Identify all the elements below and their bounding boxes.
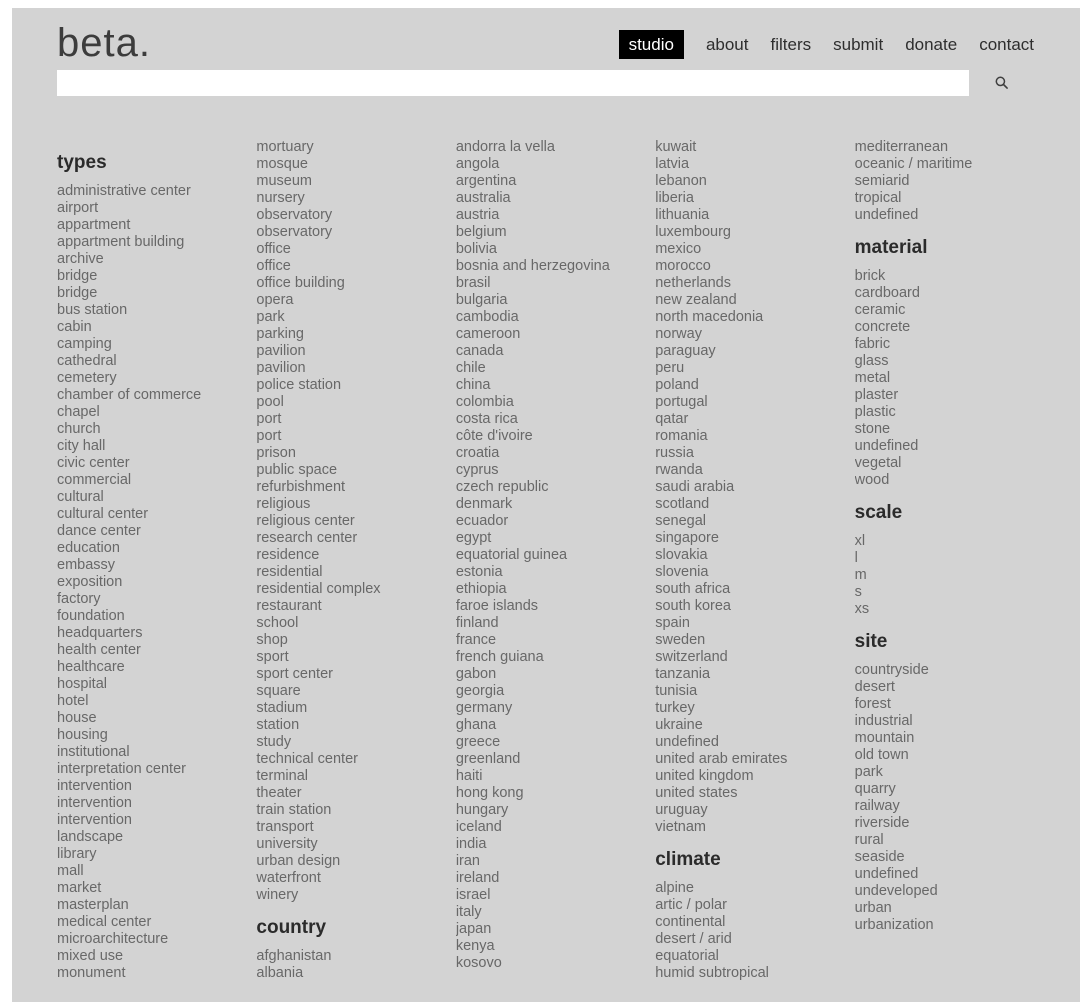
filter-item[interactable]: nursery xyxy=(256,190,305,206)
filter-item[interactable]: plaster xyxy=(854,387,899,403)
filter-item[interactable]: opera xyxy=(256,292,294,308)
filter-item[interactable]: cameroon xyxy=(455,326,521,342)
filter-item[interactable]: intervention xyxy=(57,778,132,794)
filter-item[interactable]: georgia xyxy=(455,683,505,699)
filter-columns xyxy=(12,96,1080,982)
filter-item[interactable]: cambodia xyxy=(455,309,519,325)
page-background xyxy=(12,8,1080,1002)
filter-item[interactable]: canada xyxy=(455,343,504,359)
filter-item[interactable]: embassy xyxy=(57,557,116,573)
filter-item[interactable]: liberia xyxy=(655,190,694,206)
filter-item[interactable]: faroe islands xyxy=(455,598,539,614)
filter-item[interactable]: czech republic xyxy=(455,479,549,495)
filter-item[interactable]: desert / arid xyxy=(655,931,732,947)
filter-item[interactable]: oceanic / maritime xyxy=(854,156,973,172)
search-bar xyxy=(57,70,1035,96)
filter-item[interactable]: countryside xyxy=(854,662,929,678)
filter-item[interactable]: scotland xyxy=(655,496,710,512)
filter-item[interactable]: refurbishment xyxy=(256,479,346,495)
site-logo[interactable]: beta. xyxy=(57,21,151,65)
filter-item[interactable]: semiarid xyxy=(854,173,910,189)
filter-item[interactable]: fabric xyxy=(854,336,891,352)
filter-item[interactable]: restaurant xyxy=(256,598,322,614)
filter-item[interactable]: urban design xyxy=(256,853,341,869)
filter-item[interactable]: qatar xyxy=(655,411,689,427)
filter-item[interactable]: urban xyxy=(854,900,892,916)
filter-item[interactable]: colombia xyxy=(455,394,514,410)
filter-item[interactable]: chamber of commerce xyxy=(57,387,202,403)
filter-item[interactable]: undefined xyxy=(854,207,919,223)
filter-item[interactable]: factory xyxy=(57,591,101,607)
section-heading-climate: climate xyxy=(655,849,721,870)
filter-item[interactable]: prison xyxy=(256,445,296,461)
nav-item-submit[interactable]: submit xyxy=(833,35,884,54)
filter-item[interactable]: xl xyxy=(854,533,866,549)
filter-item[interactable]: masterplan xyxy=(57,897,129,913)
section-heading-types: types xyxy=(57,152,107,173)
filter-item[interactable]: equatorial xyxy=(655,948,719,964)
filter-item[interactable]: belgium xyxy=(455,224,507,240)
filter-item[interactable]: civic center xyxy=(57,455,130,471)
filter-item[interactable]: cyprus xyxy=(455,462,499,478)
filter-item[interactable]: industrial xyxy=(854,713,913,729)
main-nav xyxy=(619,30,1034,59)
filter-item[interactable]: winery xyxy=(256,887,299,903)
filter-item[interactable]: ireland xyxy=(455,870,500,886)
filter-column-1 xyxy=(57,139,242,982)
filter-item[interactable]: rwanda xyxy=(655,462,703,478)
filter-column-5 xyxy=(855,139,1040,982)
filter-item[interactable]: mall xyxy=(57,863,84,879)
filter-item[interactable]: religious xyxy=(256,496,311,512)
filter-item[interactable]: croatia xyxy=(455,445,500,461)
filter-item[interactable]: public space xyxy=(256,462,338,478)
filter-item[interactable]: forest xyxy=(854,696,891,712)
filter-item[interactable]: technical center xyxy=(256,751,358,767)
filter-item[interactable]: switzerland xyxy=(655,649,728,665)
nav-item-studio[interactable]: studio xyxy=(619,30,684,59)
filter-item[interactable]: concrete xyxy=(854,319,911,335)
section-heading-scale: scale xyxy=(854,502,903,523)
filter-item[interactable]: mediterranean xyxy=(854,139,949,155)
filter-item[interactable]: equatorial guinea xyxy=(455,547,568,563)
filter-item[interactable]: m xyxy=(854,567,867,583)
filter-item[interactable]: mountain xyxy=(854,730,915,746)
filter-item[interactable]: tropical xyxy=(854,190,902,206)
filter-item[interactable]: chapel xyxy=(57,404,100,420)
filter-item[interactable]: xs xyxy=(854,601,870,617)
filter-item[interactable]: office building xyxy=(256,275,345,291)
filter-item[interactable]: sport xyxy=(256,649,289,665)
filter-item[interactable]: tunisia xyxy=(655,683,698,699)
filter-item[interactable]: residence xyxy=(256,547,320,563)
nav-item-contact[interactable]: contact xyxy=(979,35,1034,54)
filter-item[interactable]: haiti xyxy=(455,768,483,784)
filter-item[interactable]: office xyxy=(256,241,291,257)
filter-item[interactable]: healthcare xyxy=(57,659,125,675)
filter-item[interactable]: kuwait xyxy=(655,139,697,155)
filter-item[interactable]: netherlands xyxy=(655,275,731,291)
filter-item[interactable]: pavilion xyxy=(256,360,306,376)
filter-item[interactable]: ceramic xyxy=(854,302,906,318)
filter-item[interactable]: library xyxy=(57,846,97,862)
filter-item[interactable]: square xyxy=(256,683,301,699)
filter-item[interactable]: observatory xyxy=(256,207,333,223)
nav-item-about[interactable]: about xyxy=(705,35,749,54)
filter-item[interactable]: university xyxy=(256,836,318,852)
filter-item[interactable]: bridge xyxy=(57,268,98,284)
filter-item[interactable]: vegetal xyxy=(854,455,902,471)
filter-item[interactable]: commercial xyxy=(57,472,132,488)
filter-item[interactable]: ecuador xyxy=(455,513,509,529)
filter-item[interactable]: parking xyxy=(256,326,304,342)
filter-item[interactable]: japan xyxy=(455,921,492,937)
filter-item[interactable]: artic / polar xyxy=(655,897,727,913)
filter-item[interactable]: brasil xyxy=(455,275,491,291)
filter-item[interactable]: israel xyxy=(455,887,491,903)
filter-item[interactable]: market xyxy=(57,880,102,896)
filter-item[interactable]: north macedonia xyxy=(655,309,764,325)
filter-item[interactable]: uruguay xyxy=(655,802,708,818)
filter-item[interactable]: argentina xyxy=(455,173,517,189)
filter-item[interactable]: turkey xyxy=(655,700,695,716)
filter-item[interactable]: sport center xyxy=(256,666,333,682)
filter-item[interactable]: park xyxy=(256,309,285,325)
filter-item[interactable]: research center xyxy=(256,530,358,546)
filter-item[interactable]: slovenia xyxy=(655,564,709,580)
filter-item[interactable]: pool xyxy=(256,394,284,410)
filter-item[interactable]: paraguay xyxy=(655,343,716,359)
filter-item[interactable]: undeveloped xyxy=(854,883,938,899)
filter-item[interactable]: denmark xyxy=(455,496,513,512)
filter-item[interactable]: portugal xyxy=(655,394,708,410)
filter-item[interactable]: transport xyxy=(256,819,314,835)
filter-item[interactable]: poland xyxy=(655,377,699,393)
filter-item[interactable]: luxembourg xyxy=(655,224,731,240)
filter-item[interactable]: vietnam xyxy=(655,819,706,835)
filter-item[interactable]: estonia xyxy=(455,564,503,580)
filter-item[interactable]: archive xyxy=(57,251,104,267)
filter-item[interactable]: tanzania xyxy=(655,666,711,682)
filter-item[interactable]: norway xyxy=(655,326,702,342)
filter-item[interactable]: chile xyxy=(455,360,486,376)
filter-item[interactable]: train station xyxy=(256,802,332,818)
filter-item[interactable]: french guiana xyxy=(455,649,544,665)
filter-item[interactable]: lithuania xyxy=(655,207,710,223)
filter-item[interactable]: mortuary xyxy=(256,139,314,155)
filter-item[interactable]: old town xyxy=(854,747,909,763)
filter-item[interactable]: monument xyxy=(57,965,126,981)
filter-item[interactable]: india xyxy=(455,836,487,852)
filter-item[interactable]: station xyxy=(256,717,300,733)
filter-item[interactable]: ukraine xyxy=(655,717,703,733)
filter-item[interactable]: iceland xyxy=(455,819,502,835)
filter-item[interactable]: spain xyxy=(655,615,690,631)
filter-item[interactable]: egypt xyxy=(455,530,492,546)
filter-item[interactable]: ghana xyxy=(455,717,497,733)
filter-item[interactable]: church xyxy=(57,421,101,437)
filter-item[interactable]: microarchitecture xyxy=(57,931,169,947)
filter-item[interactable]: bulgaria xyxy=(455,292,508,308)
filter-item[interactable]: education xyxy=(57,540,120,556)
filter-item[interactable]: port xyxy=(256,428,282,444)
filter-item[interactable]: undefined xyxy=(854,866,919,882)
filter-item[interactable]: ethiopia xyxy=(455,581,507,597)
filter-item[interactable]: bridge xyxy=(57,285,98,301)
filter-item[interactable]: housing xyxy=(57,727,108,743)
filter-item[interactable]: finland xyxy=(455,615,499,631)
filter-item[interactable]: hotel xyxy=(57,693,89,709)
filter-item[interactable]: school xyxy=(256,615,299,631)
filter-item[interactable]: observatory xyxy=(256,224,333,240)
filter-item[interactable]: dance center xyxy=(57,523,141,539)
filter-item[interactable]: seaside xyxy=(854,849,905,865)
site-header xyxy=(12,8,1080,96)
filter-item[interactable]: theater xyxy=(256,785,302,801)
filter-item[interactable]: greenland xyxy=(455,751,521,767)
filter-item[interactable]: intervention xyxy=(57,795,132,811)
filter-item[interactable]: pavilion xyxy=(256,343,306,359)
search-button[interactable] xyxy=(969,75,1035,91)
filter-item[interactable]: kenya xyxy=(455,938,495,954)
filter-item[interactable]: bus station xyxy=(57,302,128,318)
filter-item[interactable]: appartment xyxy=(57,217,131,233)
filter-item[interactable]: united arab emirates xyxy=(655,751,788,767)
section-heading-country: country xyxy=(256,917,327,938)
filter-item[interactable]: glass xyxy=(854,353,889,369)
filter-item[interactable]: iran xyxy=(455,853,480,869)
filter-item[interactable]: russia xyxy=(655,445,694,461)
filter-item[interactable]: new zealand xyxy=(655,292,737,308)
filter-item[interactable]: morocco xyxy=(655,258,711,274)
filter-item[interactable]: cabin xyxy=(57,319,92,335)
filter-item[interactable]: exposition xyxy=(57,574,123,590)
filter-item[interactable]: germany xyxy=(455,700,513,716)
filter-item[interactable]: bolivia xyxy=(455,241,497,257)
filter-item[interactable]: saudi arabia xyxy=(655,479,735,495)
filter-item[interactable]: sweden xyxy=(655,632,706,648)
filter-item[interactable]: cultural xyxy=(57,489,104,505)
filter-item[interactable]: cemetery xyxy=(57,370,117,386)
filter-item[interactable]: house xyxy=(57,710,97,726)
filter-item[interactable]: australia xyxy=(455,190,511,206)
filter-item[interactable]: greece xyxy=(455,734,501,750)
filter-item[interactable]: desert xyxy=(854,679,895,695)
filter-item[interactable]: austria xyxy=(455,207,500,223)
section-heading-site: site xyxy=(854,631,888,652)
filter-item[interactable]: waterfront xyxy=(256,870,321,886)
filter-item[interactable]: angola xyxy=(455,156,500,172)
filter-item[interactable]: institutional xyxy=(57,744,130,760)
filter-column-4 xyxy=(655,139,840,982)
filter-item[interactable]: shop xyxy=(256,632,288,648)
filter-item[interactable]: stadium xyxy=(256,700,308,716)
filter-item[interactable]: humid subtropical xyxy=(655,965,769,981)
filter-item[interactable]: costa rica xyxy=(455,411,518,427)
filter-item[interactable]: city hall xyxy=(57,438,106,454)
filter-item[interactable]: côte d'ivoire xyxy=(455,428,533,444)
filter-item[interactable]: airport xyxy=(57,200,99,216)
filter-item[interactable]: cathedral xyxy=(57,353,117,369)
filter-item[interactable]: wood xyxy=(854,472,890,488)
filter-item[interactable]: mosque xyxy=(256,156,308,172)
filter-item[interactable]: albania xyxy=(256,965,304,981)
filter-item[interactable]: intervention xyxy=(57,812,132,828)
filter-item[interactable]: medical center xyxy=(57,914,152,930)
filter-item[interactable]: latvia xyxy=(655,156,690,172)
search-input[interactable] xyxy=(57,70,969,96)
section-heading-material: material xyxy=(854,237,928,258)
filter-item[interactable]: port xyxy=(256,411,282,427)
filter-item[interactable]: interpretation center xyxy=(57,761,186,777)
filter-item[interactable]: religious center xyxy=(256,513,355,529)
filter-item[interactable]: bosnia and herzegovina xyxy=(455,258,610,274)
filter-item[interactable]: kosovo xyxy=(455,955,502,971)
filter-item[interactable]: undefined xyxy=(854,438,919,454)
filter-item[interactable]: hospital xyxy=(57,676,107,692)
filter-item[interactable]: senegal xyxy=(655,513,707,529)
filter-item[interactable]: france xyxy=(455,632,497,648)
filter-item[interactable]: mixed use xyxy=(57,948,124,964)
filter-item[interactable]: administrative center xyxy=(57,183,191,199)
filter-item[interactable]: hungary xyxy=(455,802,509,818)
filter-item[interactable]: railway xyxy=(854,798,900,814)
filter-item[interactable]: residential xyxy=(256,564,323,580)
filter-item[interactable]: hong kong xyxy=(455,785,524,801)
filter-item[interactable]: andorra la vella xyxy=(455,139,555,155)
filter-item[interactable]: continental xyxy=(655,914,726,930)
filter-item[interactable]: peru xyxy=(655,360,685,376)
nav-item-donate[interactable]: donate xyxy=(905,35,958,54)
filter-item[interactable]: riverside xyxy=(854,815,910,831)
filter-item[interactable]: quarry xyxy=(854,781,896,797)
filter-item[interactable]: china xyxy=(455,377,491,393)
filter-item[interactable]: landscape xyxy=(57,829,124,845)
filter-item[interactable]: gabon xyxy=(455,666,497,682)
filter-item[interactable]: museum xyxy=(256,173,313,189)
filter-item[interactable]: l xyxy=(854,550,858,566)
filter-item[interactable]: united kingdom xyxy=(655,768,754,784)
filter-item[interactable]: rural xyxy=(854,832,884,848)
filter-item[interactable]: romania xyxy=(655,428,708,444)
filter-item[interactable]: mexico xyxy=(655,241,702,257)
filter-item[interactable]: plastic xyxy=(854,404,896,420)
nav-item-filters[interactable]: filters xyxy=(770,35,812,54)
filter-item[interactable]: slovakia xyxy=(655,547,708,563)
filter-item[interactable]: park xyxy=(854,764,883,780)
filter-item[interactable]: residential complex xyxy=(256,581,381,597)
filter-item[interactable]: study xyxy=(256,734,292,750)
filter-column-3 xyxy=(456,139,641,982)
filter-item[interactable]: undefined xyxy=(655,734,719,750)
filter-item[interactable]: office xyxy=(256,258,291,274)
filter-item[interactable]: italy xyxy=(455,904,482,920)
filter-item[interactable]: police station xyxy=(256,377,342,393)
filter-item[interactable]: united states xyxy=(655,785,738,801)
filter-item[interactable]: headquarters xyxy=(57,625,143,641)
filter-item[interactable]: cardboard xyxy=(854,285,920,301)
filter-item[interactable]: singapore xyxy=(655,530,719,546)
filter-item[interactable]: terminal xyxy=(256,768,308,784)
filter-item[interactable]: health center xyxy=(57,642,141,658)
filter-item[interactable]: stone xyxy=(854,421,891,437)
filter-item[interactable]: alpine xyxy=(655,880,694,896)
filter-item[interactable]: afghanistan xyxy=(256,948,332,964)
filter-item[interactable]: urbanization xyxy=(854,917,934,933)
filter-column-2 xyxy=(256,139,441,982)
filter-item[interactable]: appartment building xyxy=(57,234,185,250)
search-icon xyxy=(994,75,1010,91)
filter-item[interactable]: cultural center xyxy=(57,506,149,522)
filter-item[interactable]: foundation xyxy=(57,608,125,624)
filter-item[interactable]: brick xyxy=(854,268,886,284)
filter-item[interactable]: south africa xyxy=(655,581,731,597)
filter-item[interactable]: camping xyxy=(57,336,112,352)
filter-item[interactable]: metal xyxy=(854,370,891,386)
filter-item[interactable]: s xyxy=(854,584,862,600)
filter-item[interactable]: south korea xyxy=(655,598,731,614)
filter-item[interactable]: lebanon xyxy=(655,173,707,189)
